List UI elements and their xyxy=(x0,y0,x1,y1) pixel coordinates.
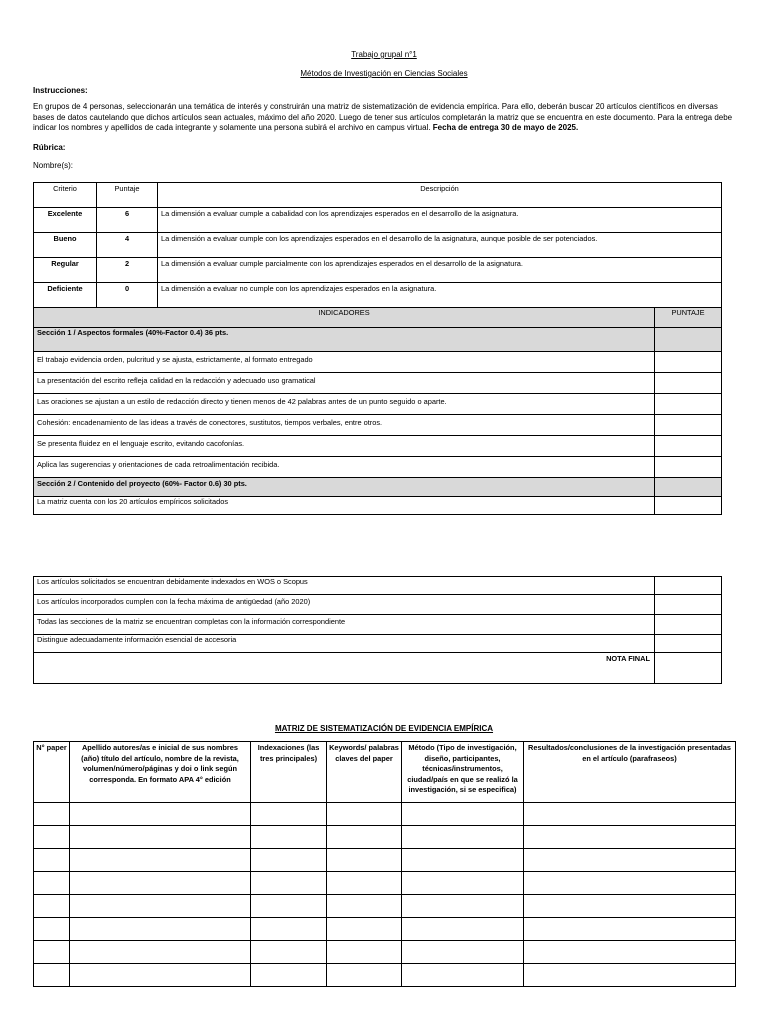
evidence-matrix-table xyxy=(33,741,736,987)
indicator-score[interactable] xyxy=(655,615,722,635)
reference-cell[interactable] xyxy=(70,849,251,872)
indicator-row xyxy=(34,497,722,515)
indicator-row xyxy=(34,436,722,457)
indexing-cell[interactable] xyxy=(251,803,327,826)
matrix-row xyxy=(34,964,736,987)
method-cell[interactable] xyxy=(402,941,524,964)
rubric-header-row xyxy=(34,183,722,208)
rubric-puntaje: 4 xyxy=(97,233,158,258)
indicator-score[interactable] xyxy=(655,352,722,373)
indexing-cell[interactable] xyxy=(251,895,327,918)
section1-score[interactable] xyxy=(655,328,722,352)
indicator-row xyxy=(34,615,722,635)
indexing-cell[interactable] xyxy=(251,826,327,849)
rubric-row xyxy=(34,283,722,308)
col-results: Resultados/conclusiones de la investigación presentadas en el artículo (parafraseos) xyxy=(524,742,736,803)
indexing-cell[interactable] xyxy=(251,872,327,895)
section2-score[interactable] xyxy=(655,478,722,497)
indicadores-header: INDICADORES xyxy=(34,308,655,328)
indicator-text: Todas las secciones de la matriz se encuentran completas con la información correspondiente xyxy=(34,615,655,635)
col-indexing: Indexaciones (las tres principales) xyxy=(251,742,327,803)
matrix-title: MATRIZ DE SISTEMATIZACIÓN DE EVIDENCIA EMPÍRICA xyxy=(274,724,494,733)
final-grade-value[interactable] xyxy=(655,653,722,684)
indicator-row xyxy=(34,373,722,394)
indicator-score[interactable] xyxy=(655,436,722,457)
keywords-cell[interactable] xyxy=(327,872,402,895)
instructions-text: En grupos de 4 personas, seleccionarán una temática de interés y construirán una matriz de sistematización de evidencia empírica. Para ello, deberán buscar 20 artículos científicos en diversas bases de datos cautelando que dichos artículos sean actuales, máximo del año 2020. Luego de tener sus artículos completarán la matriz que se encuentra en este documento. Para la entrega debe indicar los nombres y apellidos de cada integrante y solamente una persona subirá el archivo en campus virtual. xyxy=(33,102,733,132)
indicator-score[interactable] xyxy=(655,497,722,515)
indexing-cell[interactable] xyxy=(251,849,327,872)
indicator-row xyxy=(34,577,722,595)
method-cell[interactable] xyxy=(402,826,524,849)
puntaje-header: Puntaje xyxy=(97,183,158,208)
col-keywords: Keywords/ palabras claves del paper xyxy=(327,742,402,803)
matrix-row xyxy=(34,826,736,849)
matrix-row xyxy=(34,895,736,918)
results-cell[interactable] xyxy=(524,849,736,872)
indicator-row xyxy=(34,457,722,478)
paper-number-cell[interactable] xyxy=(34,964,70,987)
indexing-cell[interactable] xyxy=(251,964,327,987)
matrix-body xyxy=(34,803,736,987)
indicator-text: La matriz cuenta con los 20 artículos empíricos solicitados xyxy=(34,497,655,515)
indicator-text: Los artículos solicitados se encuentran debidamente indexados en WOS o Scopus xyxy=(34,577,655,595)
rubric-puntaje: 2 xyxy=(97,258,158,283)
results-cell[interactable] xyxy=(524,918,736,941)
keywords-cell[interactable] xyxy=(327,964,402,987)
reference-cell[interactable] xyxy=(70,964,251,987)
results-cell[interactable] xyxy=(524,895,736,918)
indicator-text: Distingue adecuadamente información esencial de accesoria xyxy=(34,635,655,653)
indicator-row xyxy=(34,635,722,653)
method-cell[interactable] xyxy=(402,918,524,941)
reference-cell[interactable] xyxy=(70,941,251,964)
keywords-cell[interactable] xyxy=(327,826,402,849)
rubric-heading: Rúbrica: xyxy=(33,143,66,152)
paper-number-cell[interactable] xyxy=(34,803,70,826)
document-subtitle: Métodos de Investigación en Ciencias Sociales xyxy=(300,69,468,78)
keywords-cell[interactable] xyxy=(327,895,402,918)
indicators-header-row xyxy=(34,308,722,328)
matrix-row xyxy=(34,849,736,872)
results-cell[interactable] xyxy=(524,941,736,964)
rubric-puntaje: 6 xyxy=(97,208,158,233)
indicator-text: Cohesión: encadenamiento de las ideas a través de conectores, sustitutos, tiempos verbales, entre otros. xyxy=(34,415,655,436)
indicator-row xyxy=(34,595,722,615)
criterio-header: Criterio xyxy=(34,183,97,208)
rubric-row xyxy=(34,233,722,258)
rubric-row xyxy=(34,208,722,233)
indicator-score[interactable] xyxy=(655,635,722,653)
matrix-header-row xyxy=(34,742,736,803)
indicator-text: Aplica las sugerencias y orientaciones de cada retroalimentación recibida. xyxy=(34,457,655,478)
rubric-criterio: Regular xyxy=(34,258,97,283)
matrix-row xyxy=(34,803,736,826)
section1-row xyxy=(34,328,722,352)
rubric-criterio: Bueno xyxy=(34,233,97,258)
method-cell[interactable] xyxy=(402,964,524,987)
keywords-cell[interactable] xyxy=(327,941,402,964)
indicator-text: La presentación del escrito refleja calidad en la redacción y adecuado uso gramatical xyxy=(34,373,655,394)
paper-number-cell[interactable] xyxy=(34,895,70,918)
indicator-text: Se presenta fluidez en el lenguaje escrito, evitando cacofonías. xyxy=(34,436,655,457)
reference-cell[interactable] xyxy=(70,895,251,918)
results-cell[interactable] xyxy=(524,964,736,987)
results-cell[interactable] xyxy=(524,872,736,895)
indicators-continued-table xyxy=(33,576,722,684)
keywords-cell[interactable] xyxy=(327,918,402,941)
names-label: Nombre(s): xyxy=(33,161,74,170)
indicator-row xyxy=(34,352,722,373)
reference-cell[interactable] xyxy=(70,918,251,941)
rubric-criterio: Excelente xyxy=(34,208,97,233)
instructions-heading: Instrucciones: xyxy=(33,86,88,95)
indicator-row xyxy=(34,394,722,415)
final-grade-label: NOTA FINAL xyxy=(34,653,655,684)
method-cell[interactable] xyxy=(402,872,524,895)
rubric-puntaje: 0 xyxy=(97,283,158,308)
col-method: Método (Tipo de investigación, diseño, participantes, técnicas/instrumentos, ciudad/país en que se realizó la investigación, si se especifica) xyxy=(402,742,524,803)
indicator-score[interactable] xyxy=(655,577,722,595)
indexing-cell[interactable] xyxy=(251,941,327,964)
results-cell[interactable] xyxy=(524,826,736,849)
final-grade-row xyxy=(34,653,722,684)
indexing-cell[interactable] xyxy=(251,918,327,941)
indicator-score[interactable] xyxy=(655,595,722,615)
matrix-row xyxy=(34,941,736,964)
reference-cell[interactable] xyxy=(70,803,251,826)
paper-number-cell[interactable] xyxy=(34,941,70,964)
indicator-text: Los artículos incorporados cumplen con la fecha máxima de antigüedad (año 2020) xyxy=(34,595,655,615)
col-paper-number: N° paper xyxy=(34,742,70,803)
indicator-score[interactable] xyxy=(655,457,722,478)
section1-heading: Sección 1 / Aspectos formales (40%-Factor 0.4) 36 pts. xyxy=(34,328,655,352)
section2-heading: Sección 2 / Contenido del proyecto (60%- Factor 0.6) 30 pts. xyxy=(34,478,655,497)
indicator-score[interactable] xyxy=(655,415,722,436)
rubric-descripcion: La dimensión a evaluar cumple a cabalidad con los aprendizajes esperados en el desarrollo de la asignatura. xyxy=(158,208,722,233)
indicator-text: Las oraciones se ajustan a un estilo de redacción directo y tienen menos de 42 palabras antes de un punto seguido o aparte. xyxy=(34,394,655,415)
reference-cell[interactable] xyxy=(70,826,251,849)
rubric-criterio: Deficiente xyxy=(34,283,97,308)
indicator-text: El trabajo evidencia orden, pulcritud y se ajusta, estrictamente, al formato entregado xyxy=(34,352,655,373)
results-cell[interactable] xyxy=(524,803,736,826)
rubric-descripcion: La dimensión a evaluar no cumple con los aprendizajes esperados en la asignatura. xyxy=(158,283,722,308)
method-cell[interactable] xyxy=(402,849,524,872)
method-cell[interactable] xyxy=(402,803,524,826)
paper-number-cell[interactable] xyxy=(34,918,70,941)
deadline-text: Fecha de entrega 30 de mayo de 2025. xyxy=(432,123,579,132)
paper-number-cell[interactable] xyxy=(34,849,70,872)
keywords-cell[interactable] xyxy=(327,803,402,826)
rubric-row xyxy=(34,258,722,283)
paper-number-cell[interactable] xyxy=(34,872,70,895)
keywords-cell[interactable] xyxy=(327,849,402,872)
matrix-row xyxy=(34,918,736,941)
reference-cell[interactable] xyxy=(70,872,251,895)
rubric-table xyxy=(33,182,722,515)
descripcion-header: Descripción xyxy=(158,183,722,208)
instructions-body xyxy=(33,102,738,134)
indicator-score[interactable] xyxy=(655,373,722,394)
indicator-row xyxy=(34,415,722,436)
document-title: Trabajo grupal n°1 xyxy=(351,50,417,59)
matrix-row xyxy=(34,872,736,895)
rubric-descripcion: La dimensión a evaluar cumple parcialmente con los aprendizajes esperados en el desarrollo de la asignatura. xyxy=(158,258,722,283)
indicator-score[interactable] xyxy=(655,394,722,415)
method-cell[interactable] xyxy=(402,895,524,918)
puntaje-column-header: PUNTAJE xyxy=(655,308,722,328)
col-reference: Apellido autores/as e inicial de sus nombres (año) título del artículo, nombre de la revista, volumen/número/páginas y doi o link según corresponda. En formato APA 4° edición xyxy=(70,742,251,803)
rubric-descripcion: La dimensión a evaluar cumple con los aprendizajes esperados en el desarrollo de la asignatura, aunque posible de ser potenciados. xyxy=(158,233,722,258)
paper-number-cell[interactable] xyxy=(34,826,70,849)
section2-row xyxy=(34,478,722,497)
